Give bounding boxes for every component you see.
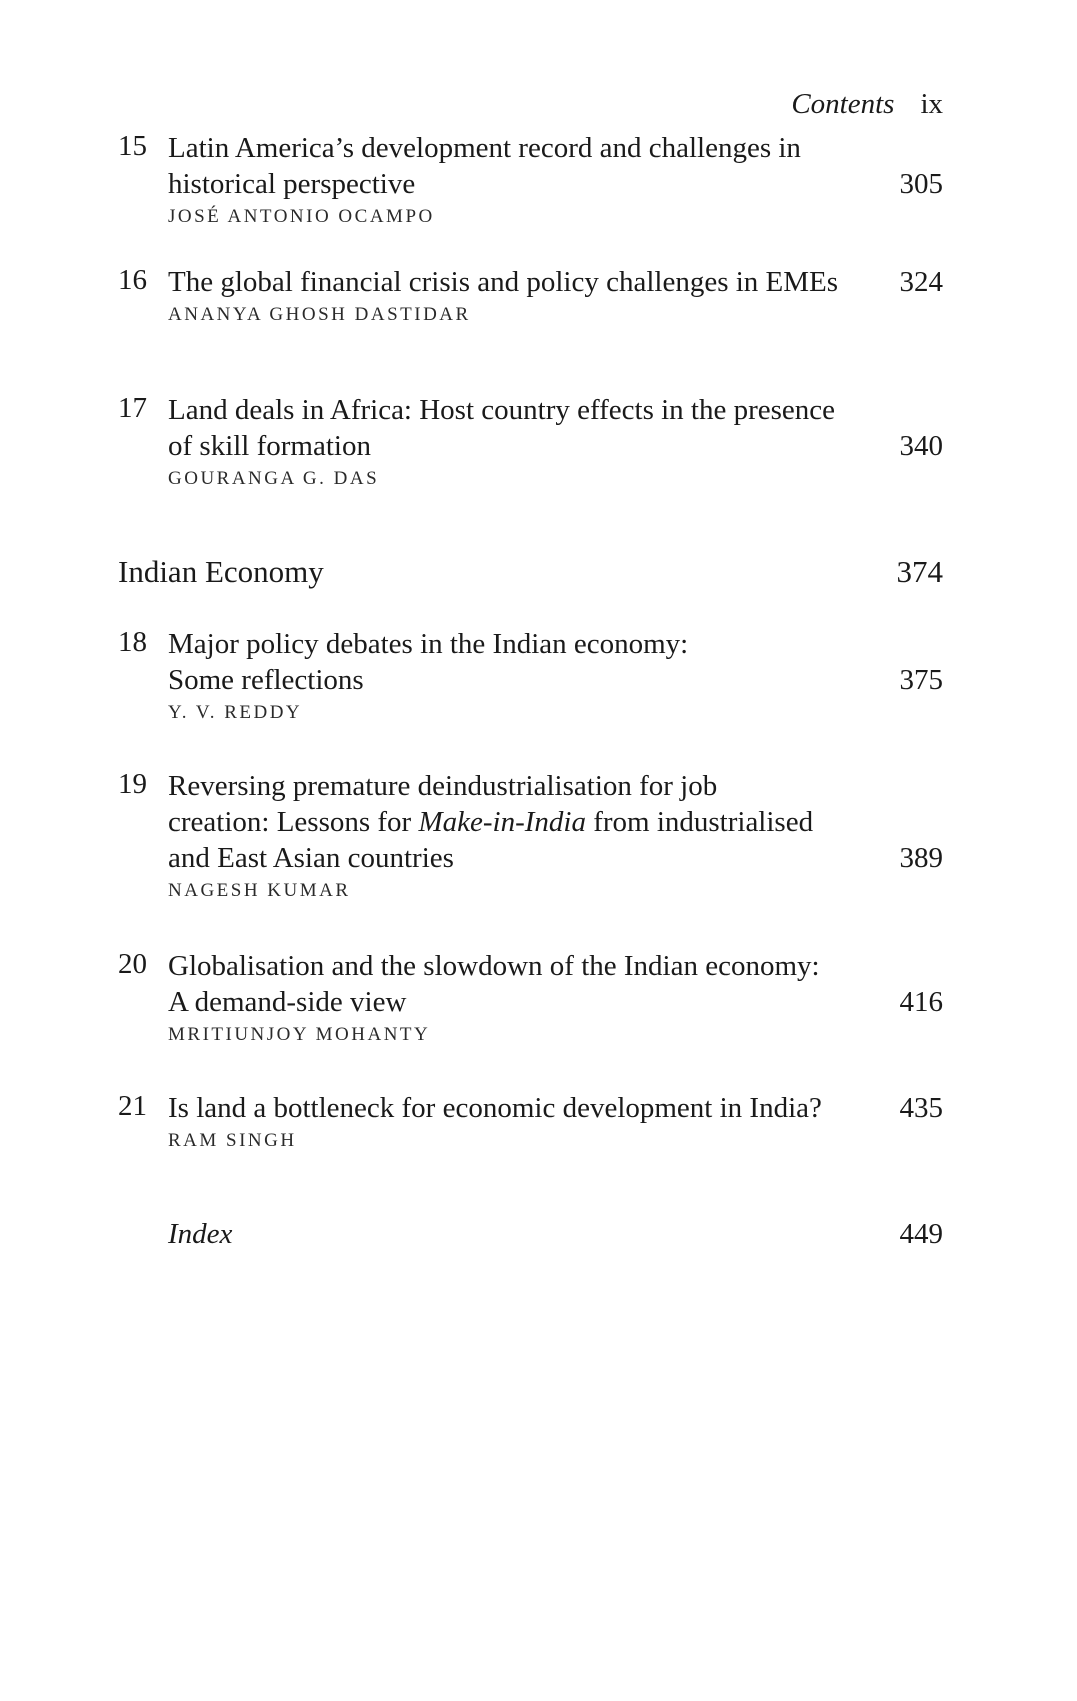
chapter-page-number: 324 (899, 266, 943, 298)
chapter-number: 19 (118, 768, 147, 800)
running-head-page-number: ix (920, 88, 943, 120)
chapter-title-line: Reversing premature deindustrialisation for job (168, 770, 718, 802)
chapter-title-line: Is land a bottleneck for economic development in India? (168, 1092, 822, 1124)
chapter-page-number: 305 (899, 168, 943, 200)
chapter-page-number: 340 (899, 430, 943, 462)
chapter-author: GOURANGA G. DAS (168, 468, 380, 489)
chapter-title-line: Globalisation and the slowdown of the Indian economy: (168, 950, 820, 982)
part-heading[interactable] (118, 552, 943, 592)
running-head-title: Contents (791, 88, 895, 120)
chapter-title-italic: Make-in-India (418, 806, 586, 838)
chapter-title-line: and East Asian countries (168, 842, 454, 874)
chapter-author: NAGESH KUMAR (168, 880, 351, 901)
chapter-author: RAM SINGH (168, 1130, 297, 1151)
chapter-page-number: 416 (899, 986, 943, 1018)
chapter-title-line: Major policy debates in the Indian economy: (168, 628, 689, 660)
chapter-title-line (168, 804, 863, 840)
chapter-number: 21 (118, 1090, 147, 1122)
chapter-title-line: of skill formation (168, 430, 371, 462)
chapter-author: Y. V. REDDY (168, 702, 303, 723)
chapter-author: MRITIUNJOY MOHANTY (168, 1024, 431, 1045)
chapter-number: 16 (118, 264, 147, 296)
chapter-title-line: Some reflections (168, 664, 364, 696)
index-page-number: 449 (899, 1218, 943, 1250)
toc-entry-index[interactable] (168, 1216, 943, 1252)
chapter-number: 15 (118, 130, 147, 162)
index-label: Index (168, 1218, 233, 1250)
chapter-page-number: 435 (899, 1092, 943, 1124)
part-title: Indian Economy (118, 554, 324, 589)
chapter-title-line: Latin America’s development record and challenges in (168, 132, 801, 164)
chapter-page-number: 389 (899, 842, 943, 874)
chapter-author: ANANYA GHOSH DASTIDAR (168, 304, 471, 325)
chapter-title-line: The global financial crisis and policy challenges in EMEs (168, 266, 839, 298)
chapter-number: 18 (118, 626, 147, 658)
chapter-number: 17 (118, 392, 147, 424)
chapter-title-line: A demand-side view (168, 986, 407, 1018)
chapter-author: JOSÉ ANTONIO OCAMPO (168, 206, 435, 227)
part-page-number: 374 (896, 554, 943, 589)
chapter-page-number: 375 (899, 664, 943, 696)
running-head (791, 88, 943, 121)
chapter-title-line: Land deals in Africa: Host country effects in the presence (168, 394, 836, 426)
chapter-title-part: from industrialised (585, 806, 814, 838)
chapter-title-part: creation: Lessons for (168, 806, 419, 838)
chapter-title-line: historical perspective (168, 168, 416, 200)
chapter-number: 20 (118, 948, 147, 980)
